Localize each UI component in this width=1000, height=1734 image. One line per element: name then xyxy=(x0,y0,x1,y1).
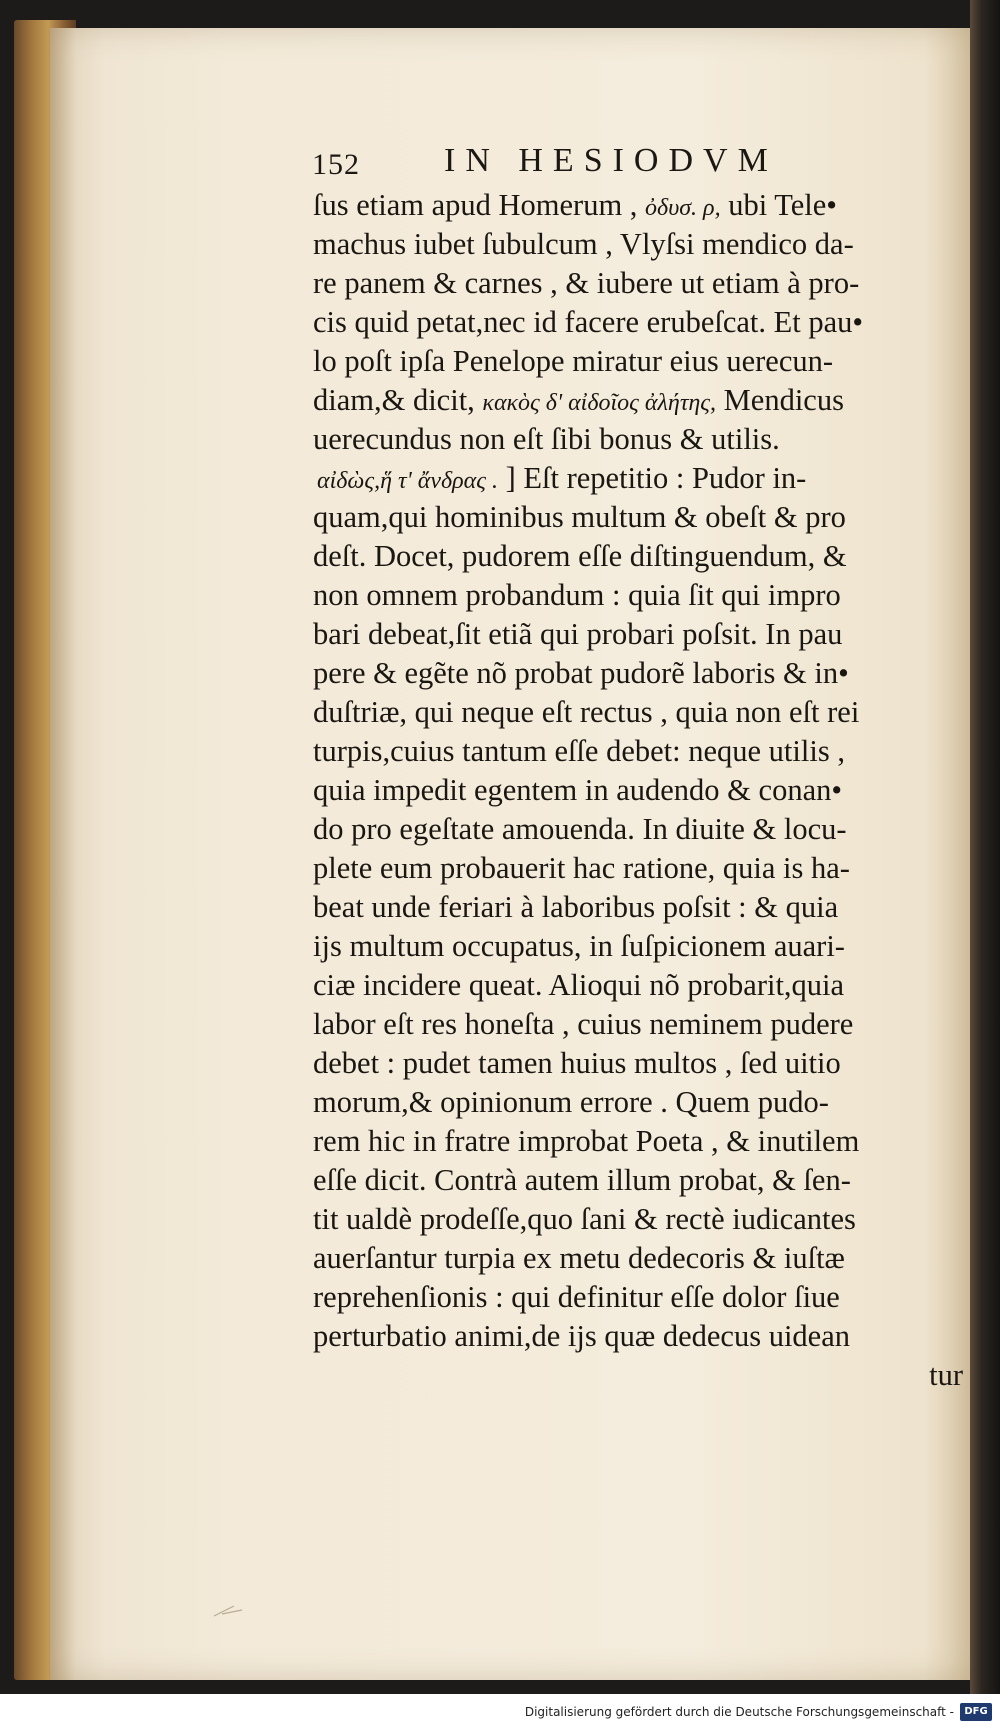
text-line: uerecundus non eſt ſibi bonus & utilis. xyxy=(313,422,780,456)
running-head xyxy=(264,118,864,182)
dfg-logo: DFG xyxy=(960,1703,992,1721)
text-line: tit ualdè prodeſſe,quo ſani & rectè iudicantes xyxy=(313,1202,856,1236)
text-line: duſtriæ, qui neque eſt rectus , quia non eſt rei xyxy=(313,695,860,729)
text-line: cis quid petat,nec id facere erubeſcat. Et pau• xyxy=(313,305,864,339)
greek-citation: ὀδυσ. ρ, xyxy=(645,195,721,221)
greek-citation: κακὸς δ' αἰδοῖος ἀλήτης, xyxy=(482,390,717,416)
text-line: perturbatio animi,de ijs quæ dedecus uidean xyxy=(313,1319,850,1353)
text-line: turpis,cuius tantum eſſe debet: neque utilis , xyxy=(313,734,845,768)
text-line: eſſe dicit. Contrà autem illum probat, & ſen- xyxy=(313,1163,851,1197)
page-number: 152 xyxy=(312,148,360,181)
text-line: rem hic in fratre improbat Poeta , & inutilem xyxy=(313,1124,860,1158)
text-line: non omnem probandum : quia ſit qui impro xyxy=(313,578,841,612)
text-line: ſus etiam apud Homerum , ὀδυσ. ρ, ubi Tele• xyxy=(313,188,837,222)
text-line: pere & egẽte nõ probat pudorẽ laboris & in• xyxy=(313,656,849,690)
text-line: morum,& opinionum errore . Quem pudo- xyxy=(313,1085,829,1119)
body-text xyxy=(313,186,973,1395)
text-line: quam,qui hominibus multum & obeſt & pro xyxy=(313,500,846,534)
running-title: IN HESIODVM xyxy=(444,142,778,179)
greek-lemma: αἰδὼς,ἥ τ' ἄνδρας . xyxy=(317,468,498,494)
text-line: debet : pudet tamen huius multos , ſed uitio xyxy=(313,1046,841,1080)
text-line: reprehenſionis : qui definitur eſſe dolor ſiue xyxy=(313,1280,840,1314)
digitization-footer xyxy=(0,1694,1000,1734)
text-line: do pro egeſtate amouenda. In diuite & locu- xyxy=(313,812,847,846)
scan-background-edge xyxy=(970,0,1000,1734)
text-line: ijs multum occupatus, in ſuſpicionem auari- xyxy=(313,929,845,963)
pencil-mark xyxy=(212,1600,252,1620)
text-line: auerſantur turpia ex metu dedecoris & iuſtæ xyxy=(313,1241,845,1275)
text-line: plete eum probauerit hac ratione, quia is ha- xyxy=(313,851,850,885)
text-line: lo poſt ipſa Penelope miratur eius uerecun- xyxy=(313,344,834,378)
text-line: bari debeat,ſit etiã qui probari poſsit. In pau xyxy=(313,617,843,651)
catchword: tur xyxy=(929,1358,963,1392)
text-line: machus iubet ſubulcum , Vlyſsi mendico da- xyxy=(313,227,854,261)
text-line: beat unde feriari à laboribus poſsit : & quia xyxy=(313,890,839,924)
text-line: quia impedit egentem in audendo & conan• xyxy=(313,773,843,807)
page-gutter-shadow xyxy=(50,28,76,1680)
funding-credit: Digitalisierung gefördert durch die Deutsche Forschungsgemeinschaft - xyxy=(524,1705,954,1719)
lemma-line: αἰδὼς,ἥ τ' ἄνδρας . ] Eſt repetitio : Pudor in- xyxy=(317,461,807,495)
text-line: diam,& dicit, κακὸς δ' αἰδοῖος ἀλήτης, Mendicus xyxy=(313,383,844,417)
text-line: deſt. Docet, pudorem eſſe diſtinguendum, & xyxy=(313,539,847,573)
text-line: labor eſt res honeſta , cuius neminem pudere xyxy=(313,1007,854,1041)
text-line: re panem & carnes , & iubere ut etiam à pro- xyxy=(313,266,860,300)
text-line: ciæ incidere queat. Alioqui nõ probarit,quia xyxy=(313,968,845,1002)
